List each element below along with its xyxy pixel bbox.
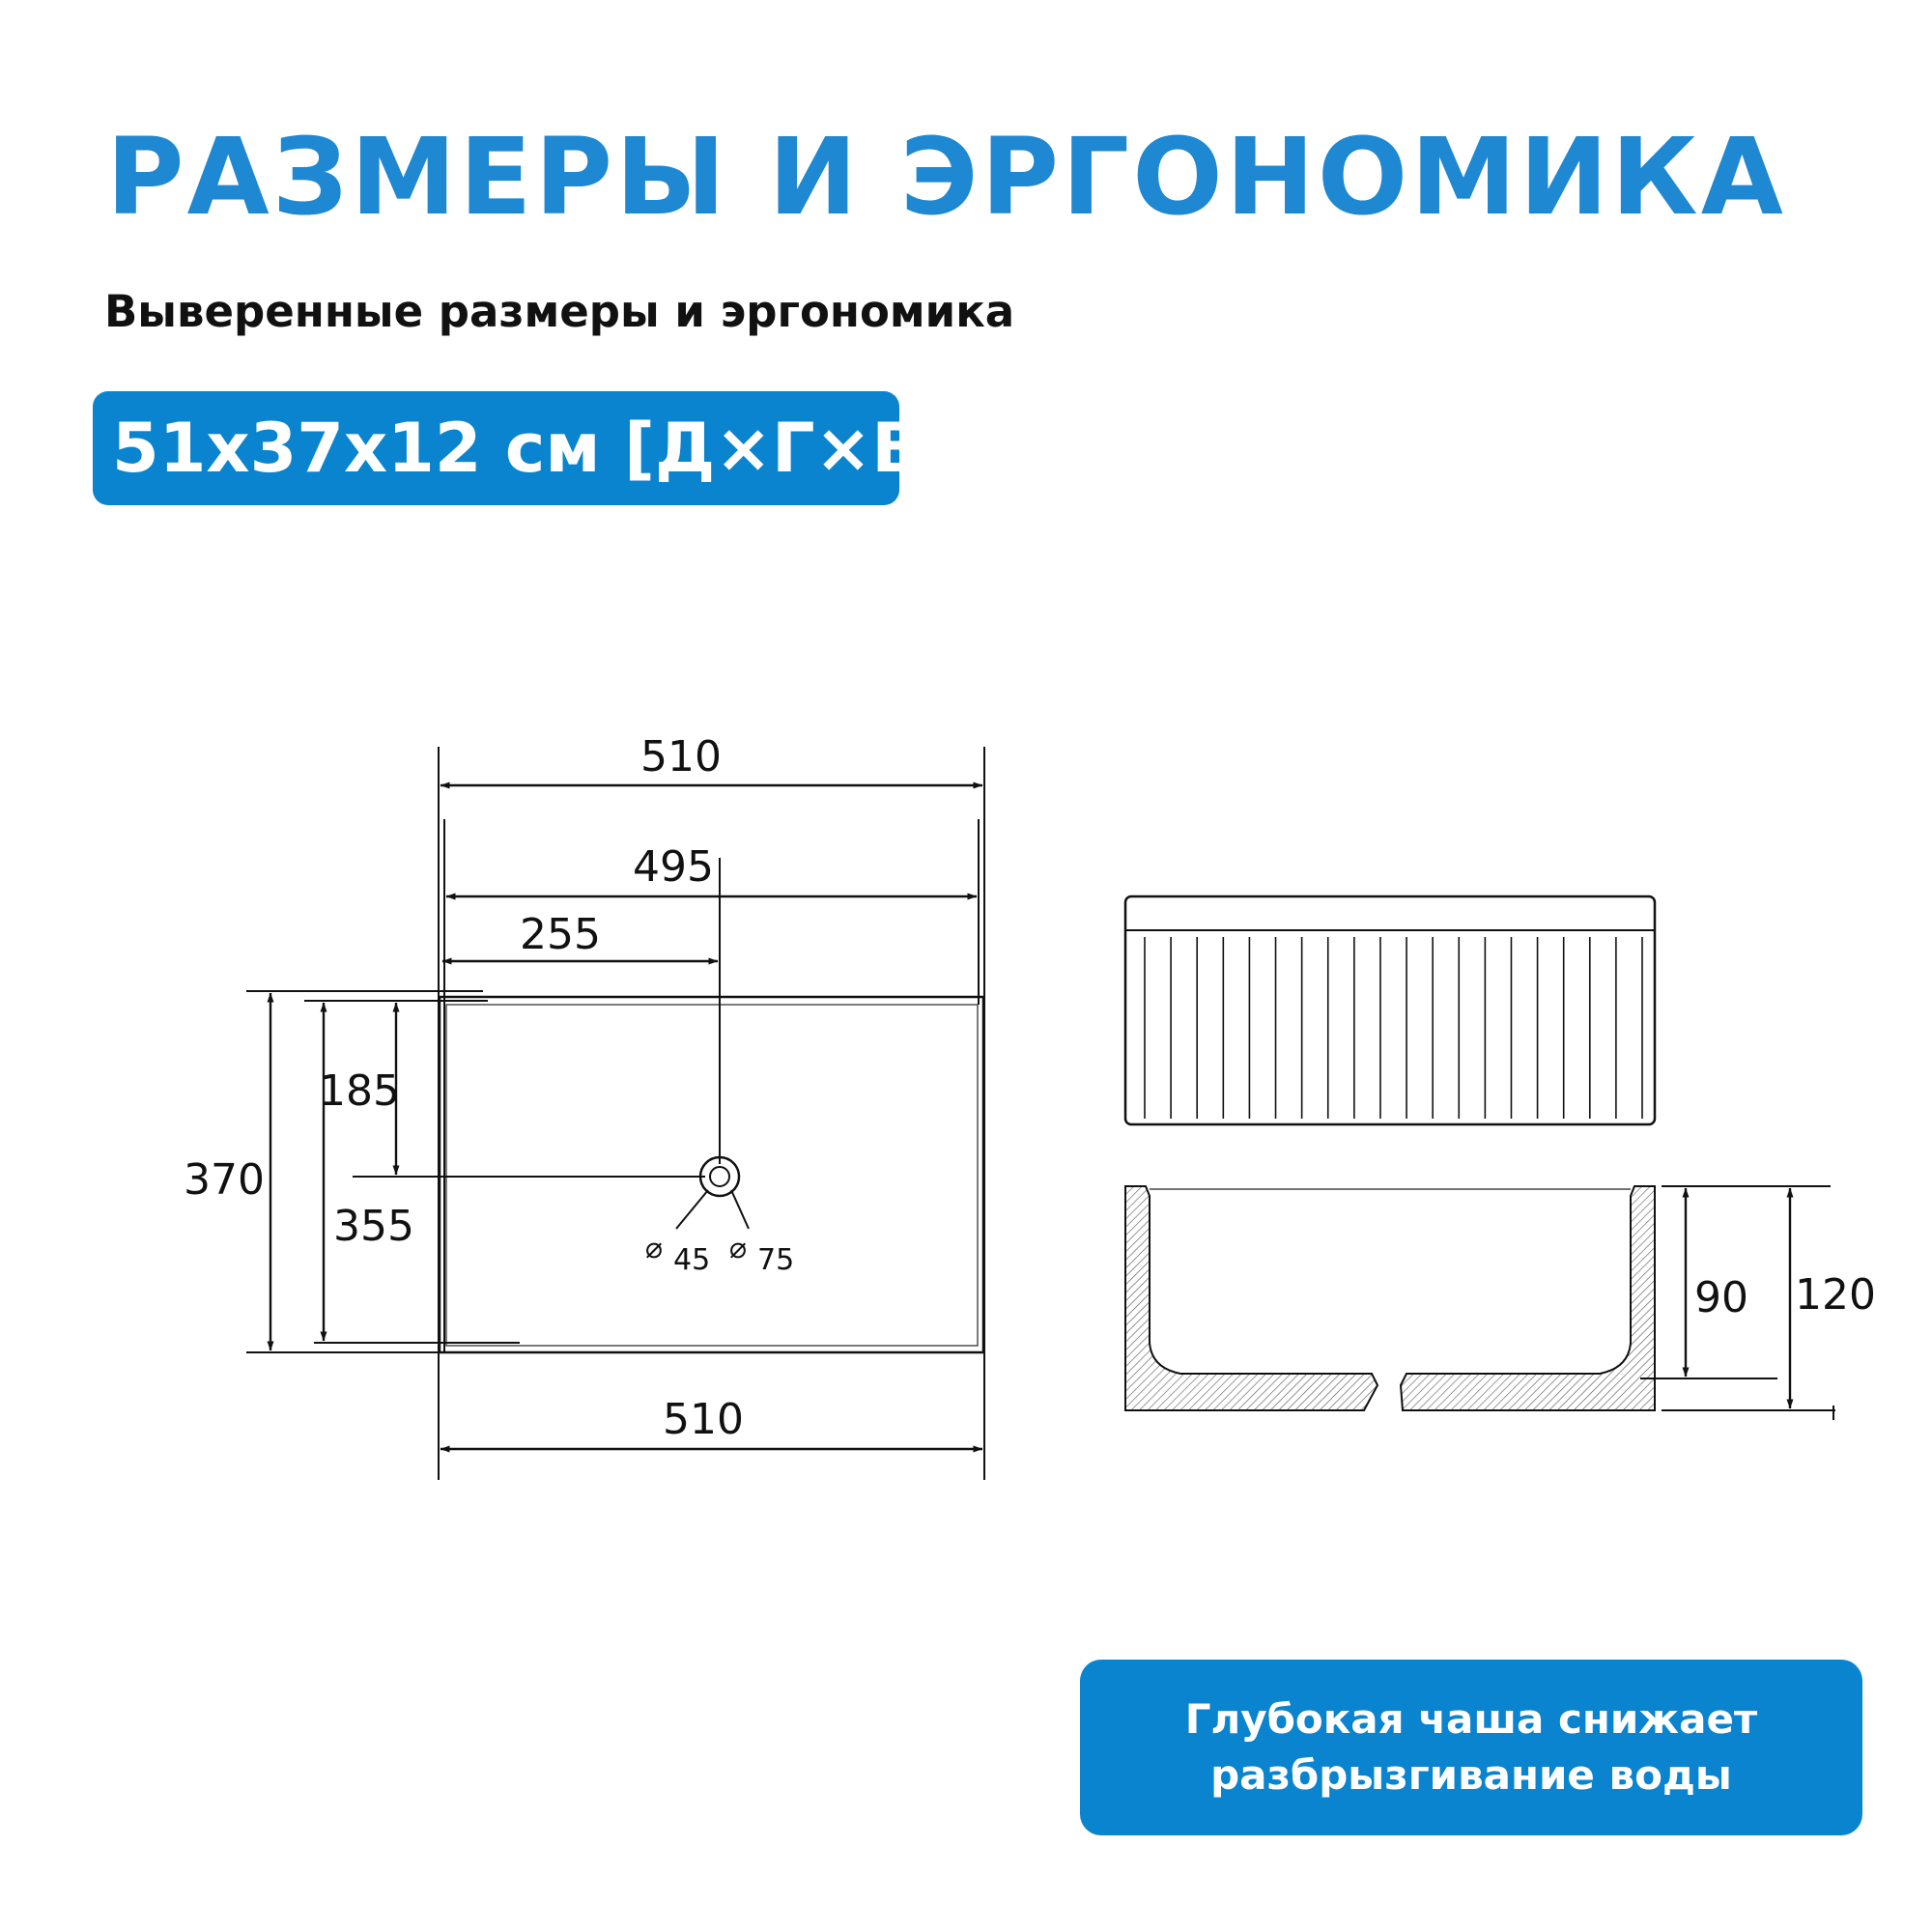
- dim-depth-370: 370: [184, 1155, 265, 1205]
- feature-note-badge: [1080, 1660, 1862, 1835]
- dim-width-510-bottom: 510: [663, 1395, 744, 1444]
- diameter-symbol-75: ⌀: [729, 1232, 748, 1265]
- section-right-wall: [1401, 1186, 1655, 1410]
- dim-width-510-top: 510: [640, 732, 722, 781]
- dim-drain-offset-255: 255: [520, 910, 601, 959]
- dim-drain-offset-185: 185: [319, 1066, 400, 1116]
- drain-icon: [676, 1157, 749, 1229]
- feature-note-line-1: Глубокая чаша снижает: [1184, 1695, 1758, 1744]
- feature-note-line-2: разбрызгивание воды: [1210, 1751, 1732, 1799]
- section-left-wall: [1125, 1186, 1378, 1410]
- dim-bowl-depth-90: 90: [1694, 1273, 1748, 1322]
- top-view-outer-outline: [440, 997, 983, 1352]
- front-view-flutes: [1145, 937, 1642, 1119]
- front-view: [1125, 896, 1655, 1124]
- dim-width-495: 495: [633, 842, 714, 892]
- dim-drain-diameter-45: 45: [673, 1243, 711, 1277]
- page-title: РАЗМЕРЫ И ЭРГОНОМИКА: [106, 115, 1786, 239]
- dim-total-height-120: 120: [1795, 1270, 1876, 1320]
- section-view: [1125, 1186, 1876, 1420]
- diameter-symbol-45: ⌀: [645, 1232, 664, 1265]
- dim-depth-355: 355: [333, 1202, 414, 1251]
- page-subtitle: Выверенные размеры и эргономика: [104, 286, 1015, 337]
- dim-drain-diameter-75: 75: [757, 1243, 795, 1277]
- top-view-inner-outline: [446, 1005, 978, 1346]
- dimensions-badge-label: 51х37х12 см [Д×Г×В]: [112, 409, 954, 488]
- top-view: [184, 732, 984, 1480]
- top-view-dimension-lines: [270, 785, 982, 1449]
